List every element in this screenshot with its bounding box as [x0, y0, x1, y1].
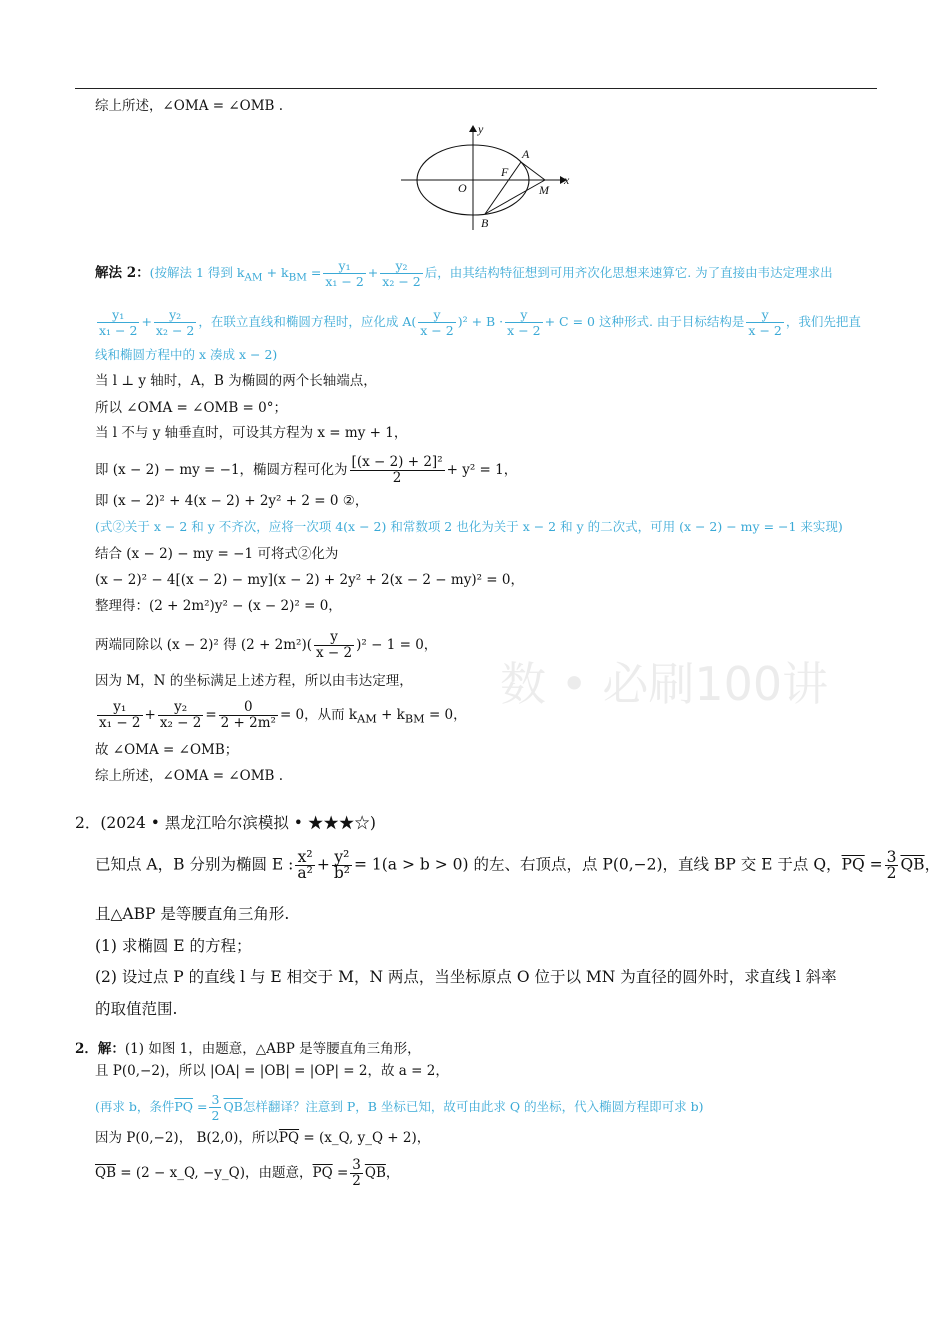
text: = 0， — [424, 707, 467, 723]
note-text: (按解法 1 得到 k — [149, 265, 245, 280]
sol2-note-line3: 线和椭圆方程中的 x 凑成 x − 2) — [95, 347, 278, 362]
label-y: y — [478, 122, 484, 136]
vector-pq: $\overline{PQ}$ — [312, 1165, 333, 1181]
sol2-note-line2: $\frac{\text{y₁}}{\text{x₁ − 2}}$ + $\frac{\text{y₂}}{\text{x₂ − 2}}$ ，在联立直线和椭圆方程时，应化成 A( $\frac{y}{x - 2}$ )² + B · $\frac{y}{x - 2}$ + C = 0 这种形式. 由于目标结构是 $\frac{y}{x - 2}$ ，我们先把直 — [99, 307, 861, 338]
note-text: 后，由其结构特征想到可用齐次化思想来速算它. 为了直接由韦达定理求出 — [424, 265, 833, 280]
note-text: + C = 0 这种形式. 由于目标结构是 — [544, 314, 745, 329]
note-text: ² + B · — [462, 314, 504, 329]
text: 即 (x − 2) − my = −1，椭圆方程可化为 — [95, 462, 348, 478]
sol1-conclusion: 综上所述，∠OMA = ∠OMB . — [95, 98, 284, 114]
sol2-line: 结合 (x − 2) − my = −1 可将式②化为 — [95, 546, 339, 562]
sub: AM — [244, 271, 263, 284]
q2-part2: (2) 设过点 P 的直线 l 与 E 相交于 M，N 两点，当坐标原点 O 位于以 MN 为直径的圆外时，求直线 l 斜率 — [95, 968, 837, 986]
label-f: F — [501, 165, 509, 179]
sub: BM — [404, 712, 425, 726]
text: (1) 如图 1，由题意，△ABP 是等腰直角三角形， — [124, 1041, 421, 1057]
sol2-line: 即 (x − 2)² + 4(x − 2) + 2y² + 2 = 0 ②， — [95, 493, 369, 509]
fraction: $\frac{\text{[(x − 2) + 2]²}}{2}$ — [351, 454, 443, 486]
q2-stem-line1: 已知点 A，B 分别为椭圆 E : $\frac{\text{x²}}{\text{a²}}$ + $\frac{\text{y²}}{\text{b²}}$ = 1(a > b > 0) 的左、右顶点，点 P(0,−2)，直线 BP 交 E 于点 Q，$\overline{PQ}$ = $\frac{3}{2}$ $\overline{QB}$， — [95, 848, 941, 882]
sol2-line: 故 ∠OMA = ∠OMB； — [95, 742, 239, 758]
watermark: 数 • 必刷100讲 — [500, 657, 829, 711]
sol2-note-line4: (式②关于 x − 2 和 y 不齐次，应将一次项 4(x − 2) 和常数项 2 也化为关于 x − 2 和 y 的二次式，可用 (x − 2) − my = −1 来实现) — [95, 519, 843, 534]
q2-header: 2．(2024 • 黑龙江哈尔滨模拟 • ★★★☆) — [75, 814, 376, 832]
sol2-note-line1: 解法 2：(按解法 1 得到 $k_{AM} + k_{BM}$ = $\frac{\text{y₁}}{\text{x₁ − 2}}$ + $\frac{\text{y₂}}{\text{x₂ − 2}}$ 后，由其结构特征想到可用齐次化思想来速算它. 为了直接由韦达定理求出 — [95, 258, 833, 289]
fraction: $\frac{y}{x - 2}$ — [316, 629, 353, 661]
text: = (2 − x_Q, −y_Q)，由题意， — [116, 1165, 313, 1181]
sol2-line — [95, 455, 517, 486]
fraction: $\frac{\text{y₂}}{\text{x₂ − 2}}$ — [159, 699, 202, 731]
vector-qb: $\overline{QB}$ — [223, 1099, 243, 1114]
vector-qb: $\overline{QB}$ — [364, 1165, 386, 1181]
fraction: $\frac{\text{y₁}}{\text{x₁ − 2}}$ — [99, 699, 141, 731]
note-text: ，在联立直线和椭圆方程时，应化成 A — [198, 314, 412, 329]
label-x: x — [564, 173, 570, 187]
header-rule — [75, 88, 877, 89]
sub: AM — [357, 712, 377, 726]
fraction: $\frac{y}{x - 2}$ — [420, 307, 454, 338]
label-b: B — [481, 216, 489, 230]
vector-pq: $\overline{PQ}$ — [278, 1130, 300, 1146]
q2-stem-line2: 且△ABP 是等腰直角三角形. — [95, 905, 290, 923]
fraction: $\frac{\text{y²}}{\text{b²}}$ — [333, 848, 350, 882]
fraction: $\frac{3}{2}$ — [211, 1092, 220, 1123]
segment-bm — [485, 180, 545, 214]
sol2-line: 两端同除以 (x − 2)² 得 (2 + 2m²)( $\frac{y}{x - 2}$ )² − 1 = 0， — [95, 629, 438, 661]
ans2-line1 — [75, 1040, 421, 1058]
ans2-line2: 且 P(0,−2)，所以 |OA| = |OB| = |OP| = 2，故 a = 2， — [95, 1063, 449, 1079]
text: = 0，从而 k — [279, 707, 358, 723]
label-a: A — [522, 147, 530, 161]
fraction: $\frac{3}{2}$ — [886, 848, 897, 882]
fraction: $\frac{0}{\text{2 + 2m²}}$ — [220, 699, 276, 731]
note-text: = — [306, 265, 322, 280]
sub: BM — [288, 271, 307, 284]
text: + k — [376, 707, 405, 723]
text: 已知点 A，B 分别为椭圆 E : — [95, 855, 294, 874]
note-text: = — [193, 1099, 208, 1114]
note-text: 怎样翻译？注意到 P，B 坐标已知，故可由此求 Q 的坐标，代入椭圆方程即可求 b) — [242, 1099, 704, 1114]
sol2-line: 因为 M，N 的坐标满足上述方程，所以由韦达定理， — [95, 673, 413, 689]
ans2-line3 — [95, 1129, 430, 1147]
text: = (x_Q, y_Q + 2)， — [299, 1130, 431, 1146]
text: ， — [924, 855, 941, 874]
sol2-line: 当 l 不与 y 轴垂直时，可设其方程为 x = my + 1， — [95, 425, 408, 441]
q2-part2-cont: 的取值范围. — [95, 1000, 178, 1018]
fraction: $\frac{y}{x - 2}$ — [507, 307, 541, 338]
label-m: M — [539, 183, 549, 197]
q2-part1: (1) 求椭圆 E 的方程； — [95, 937, 252, 955]
sol2-line: 所以 ∠OMA = ∠OMB = 0°； — [95, 400, 287, 416]
sol2-line: 整理得：(2 + 2m²)y² − (x − 2)² = 0， — [95, 598, 342, 614]
text: 两端同除以 (x − 2)² 得 (2 + 2m²) — [95, 637, 307, 653]
vector-qb: $\overline{QB}$ — [95, 1165, 116, 1181]
ans2-line4 — [95, 1158, 399, 1189]
note-text: (再求 b，条件 — [95, 1099, 175, 1114]
text: 因为 P(0,−2)， B(2,0)，所以 — [95, 1130, 279, 1146]
sol2-line: $\frac{\text{y₁}}{\text{x₁ − 2}}$ + $\frac{\text{y₂}}{\text{x₂ − 2}}$ = $\frac{0}{\text{2 + 2m²}}$ = 0，从而 $k_{AM} + k_{BM} = 0$， — [99, 699, 467, 731]
sol2-line: (x − 2)² − 4[(x − 2) − my](x − 2) + 2y² + 2(x − 2 − my)² = 0， — [95, 572, 524, 588]
fraction: $\frac{\text{y₂}}{\text{x₂ − 2}}$ — [382, 258, 421, 289]
note-text: ，我们先把直 — [785, 314, 861, 329]
fraction: $\frac{\text{y₁}}{\text{x₁ − 2}}$ — [99, 307, 138, 338]
text: ² − 1 = 0， — [361, 637, 438, 653]
fraction: $\frac{\text{x²}}{\text{a²}}$ — [297, 848, 313, 882]
ans2-note — [95, 1092, 703, 1123]
fraction: $\frac{\text{y₁}}{\text{x₁ − 2}}$ — [325, 258, 364, 289]
sol2-line: 当 l ⊥ y 轴时，A，B 为椭圆的两个长轴端点， — [95, 373, 377, 389]
ellipse-figure — [398, 120, 588, 232]
text: = 1(a > b > 0) 的左、右顶点，点 P(0,−2)，直线 BP 交 E 于点 Q， — [353, 855, 842, 874]
vector-pq: $\overline{PQ}$ — [841, 855, 865, 874]
vector-qb: $\overline{QB}$ — [900, 855, 925, 874]
text: = — [864, 855, 883, 874]
vector-pq: $\overline{PQ}$ — [174, 1099, 194, 1114]
text: ， — [385, 1165, 400, 1181]
ans2-label: 2．解： — [75, 1041, 125, 1057]
sol2-line: 综上所述，∠OMA = ∠OMB . — [95, 768, 284, 784]
label-o: O — [458, 181, 467, 195]
segment-am — [521, 162, 545, 180]
text: = — [332, 1165, 349, 1181]
text: + y² = 1， — [446, 462, 518, 478]
fraction: $\frac{3}{2}$ — [352, 1157, 361, 1189]
note-text: + k — [262, 265, 289, 280]
fraction: $\frac{y}{x - 2}$ — [748, 307, 782, 338]
sol2-label: 解法 2： — [95, 265, 150, 281]
fraction: $\frac{\text{y₂}}{\text{x₂ − 2}}$ — [155, 307, 195, 338]
